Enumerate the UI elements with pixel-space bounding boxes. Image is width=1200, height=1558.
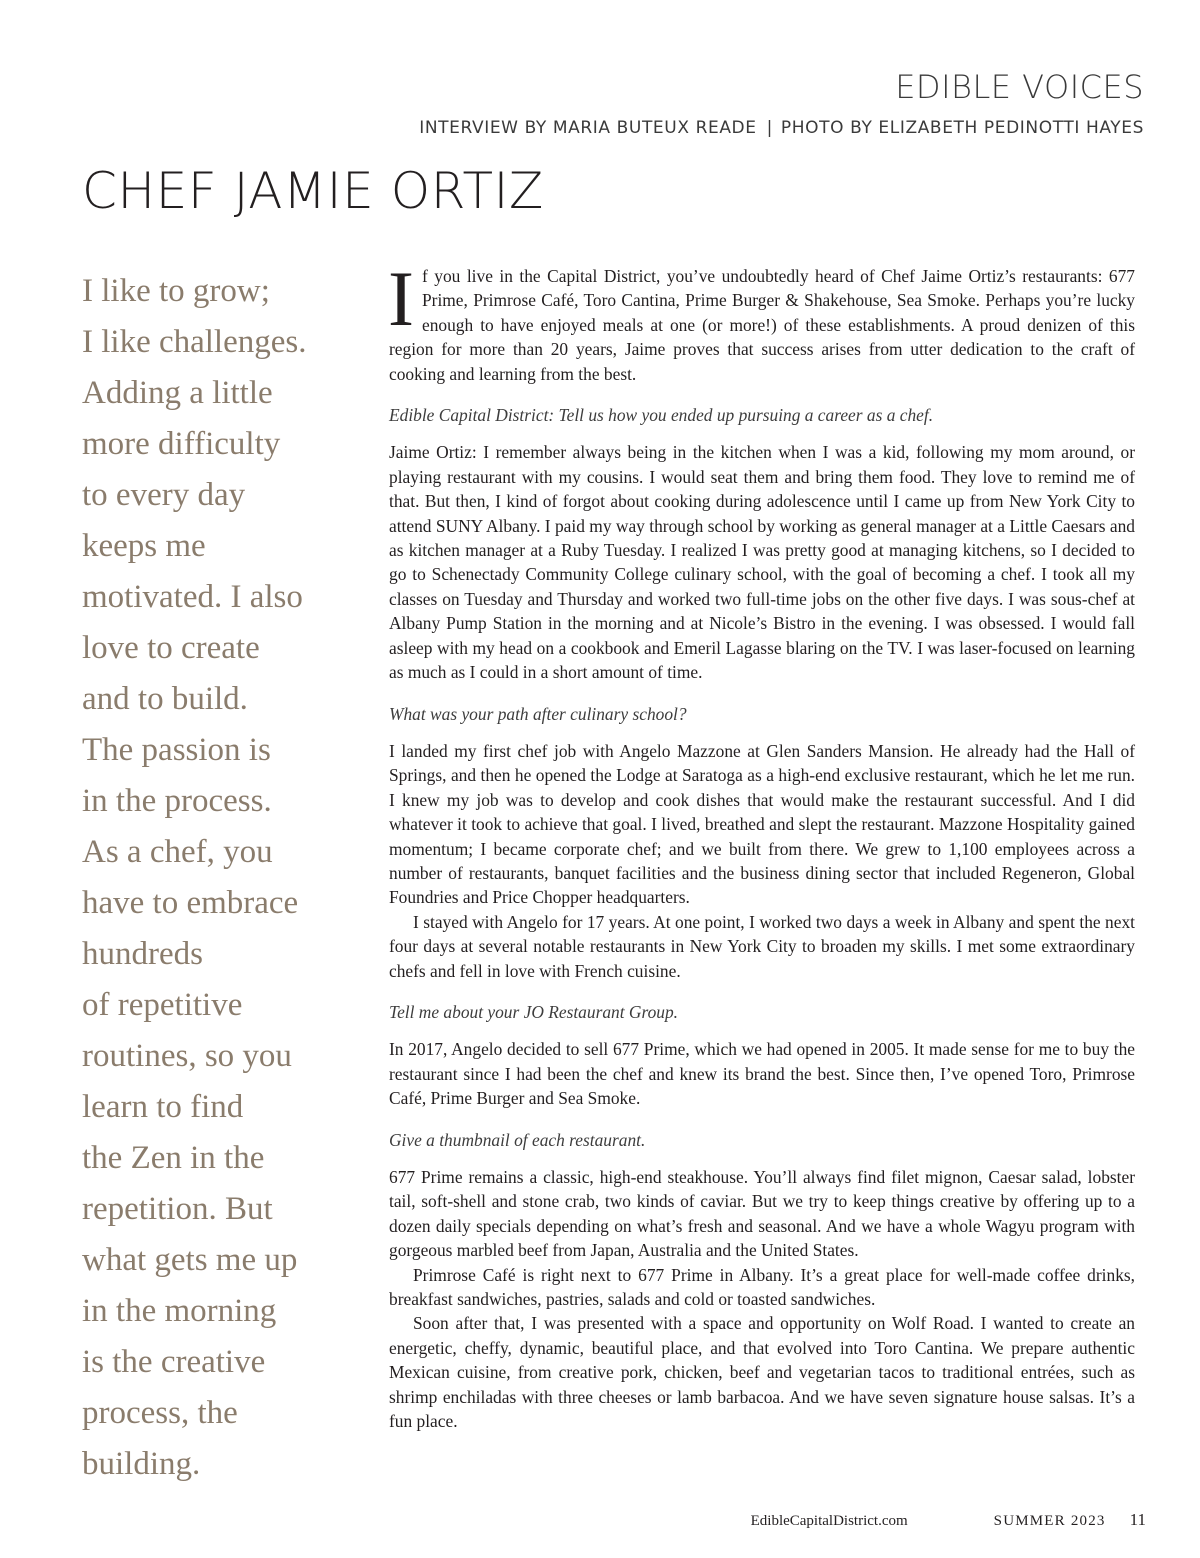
pull-quote-line: keeps me bbox=[82, 528, 206, 564]
interview-answer: In 2017, Angelo decided to sell 677 Prime, which we had opened in 2005. It made sense for me to buy the restaurant since I had been the chef and knew its brand the best. Since then, I’ve opened Toro, Primrose Café, Prime Burger and Sea Smoke. bbox=[389, 1039, 1135, 1109]
interview-answer: Soon after that, I was presented with a space and opportunity on Wolf Road. I wanted to create an energetic, cheffy, dynamic, beautiful place, and that evolved into Toro Cantina. We prepare authentic Mexican cuisine, from creative pork, chicken, beef and vegetarian tacos to traditional entrées, such as shrimp enchiladas with three cheeses or lamb barbacoa. And we have seven signature house salsas. It’s a fun place. bbox=[389, 1313, 1135, 1432]
intro-text: f you live in the Capital District, you’ve undoubtedly heard of Chef Jaime Ortiz’s restaurants: 677 Prime, Primrose Café, Toro Cantina, Prime Burger & Shakehouse, Sea Smoke. Perhaps you’re lucky enough to have enjoyed meals at one (or more!) of these establishments. A proud denizen of this region for more than 20 years, Jaime proves that success arises from utter dedication to the craft of cooking and learning from the best. bbox=[389, 266, 1135, 384]
interview-question: Give a thumbnail of each restaurant. bbox=[389, 1129, 646, 1150]
photo-credit: PHOTO BY ELIZABETH PEDINOTTI HAYES bbox=[780, 118, 1144, 138]
pull-quote-line: love to create bbox=[82, 630, 260, 666]
pull-quote-line: in the process. bbox=[82, 783, 272, 819]
byline bbox=[419, 118, 1144, 138]
page-number: 11 bbox=[1129, 1510, 1146, 1529]
pull-quote-line: As a chef, you bbox=[82, 834, 273, 870]
pull-quote-line: The passion is bbox=[82, 732, 271, 768]
pull-quote-line: process, the bbox=[82, 1395, 238, 1431]
byline-separator: | bbox=[766, 118, 773, 138]
section-label: EDIBLE VOICES bbox=[895, 68, 1144, 106]
pull-quote-line: what gets me up bbox=[82, 1242, 298, 1278]
interview-answer: 677 Prime remains a classic, high-end steakhouse. You’ll always find filet mignon, Caesar salad, lobster tail, soft-shell and stone crab, two kinds of caviar. But we try to keep things creative by offering up to a dozen daily specials depending on what’s fresh and seasonal. And we have a whole Wagyu program with gorgeous marbled beef from Japan, Australia and the United States. bbox=[389, 1167, 1135, 1261]
footer-website: EdibleCapitalDistrict.com bbox=[750, 1513, 908, 1529]
interview-question: Edible Capital District: Tell us how you ended up pursuing a career as a chef. bbox=[389, 405, 934, 426]
article-body bbox=[388, 255, 1135, 1433]
pull-quote-line: of repetitive bbox=[82, 987, 243, 1023]
pull-quote-line: building. bbox=[82, 1446, 201, 1482]
pull-quote-line: repetition. But bbox=[82, 1191, 273, 1227]
pull-quote-line: is the creative bbox=[82, 1344, 266, 1380]
page-footer bbox=[751, 1510, 1146, 1530]
pull-quote-line: motivated. I also bbox=[82, 579, 303, 615]
pull-quote-line: I like challenges. bbox=[82, 324, 307, 360]
intro-paragraph bbox=[388, 255, 1135, 386]
interview-answer: I stayed with Angelo for 17 years. At one point, I worked two days a week in Albany and spent the next four days at several notable restaurants in New York City to broaden my skills. I met some extraordinary chefs and fell in love with French cuisine. bbox=[389, 911, 1135, 981]
interview-answer: Primrose Café is right next to 677 Prime in Albany. It’s a great place for well-made coffee drinks, breakfast sandwiches, pastries, salads and cold or toasted sandwiches. bbox=[389, 1264, 1135, 1310]
drop-cap: I bbox=[388, 255, 414, 342]
pull-quote-line: more difficulty bbox=[82, 426, 281, 462]
pull-quote-line: Adding a little bbox=[82, 375, 273, 411]
pull-quote-line: and to build. bbox=[82, 681, 248, 717]
pull-quote-line: to every day bbox=[82, 477, 246, 513]
pull-quote-line: routines, so you bbox=[82, 1038, 292, 1074]
pull-quote-line: in the morning bbox=[82, 1293, 277, 1329]
pull-quote-line: I like to grow; bbox=[82, 273, 270, 309]
pull-quote-line: learn to find bbox=[82, 1089, 244, 1125]
interview-answer: Jaime Ortiz: I remember always being in the kitchen when I was a kid, following my mom around, or playing restaurant with my cousins. I would seat them and bring them food. They love to remind me of that. But then, I kind of forgot about cooking during adolescence until I came up from New York City to attend SUNY Albany. I paid my way through school by working as general manager at a Little Caesars and as kitchen manager at a Ruby Tuesday. I realized I was pretty good at managing kitchens, so I decided to go to Schenectady Community College culinary school, with the goal of becoming a chef. I took all my classes on Tuesday and Thursday and worked two full-time jobs on the other five days. I was sous-chef at Albany Pump Station in the morning and at Nicole’s Bistro in the evening. I was obsessed. I would fall asleep with my head on a cookbook and Emeril Lagasse blaring on the TV. I was laser-focused on learning as much as I could in a short amount of time. bbox=[389, 442, 1135, 683]
pull-quote-line: have to embrace bbox=[82, 885, 299, 921]
interview-credit: INTERVIEW BY MARIA BUTEUX READE bbox=[419, 118, 757, 138]
footer-issue: SUMMER 2023 bbox=[993, 1513, 1106, 1529]
pull-quote-line: hundreds bbox=[82, 936, 203, 972]
pull-quote-line: the Zen in the bbox=[82, 1140, 265, 1176]
page-title: CHEF JAMIE ORTIZ bbox=[82, 162, 544, 220]
interview-answer: I landed my first chef job with Angelo Mazzone at Glen Sanders Mansion. He already had the Hall of Springs, and then he opened the Lodge at Saratoga as a high-end exclusive restaurant, which he let me run. I knew my job was to develop and cook dishes that would make the restaurant successful. And I did whatever it took to achieve that goal. I lived, breathed and slept the restaurant. Mazzone Hospitality gained momentum; I became corporate chef; and we built from there. We grew to 1,100 employees across a number of restaurants, banquet facilities and the business dining sector that included Regeneron, Global Foundries and Price Chopper headquarters. bbox=[389, 740, 1135, 908]
interview-question: What was your path after culinary school? bbox=[389, 703, 687, 724]
interview-question: Tell me about your JO Restaurant Group. bbox=[389, 1001, 679, 1022]
pull-quote bbox=[82, 266, 352, 1490]
